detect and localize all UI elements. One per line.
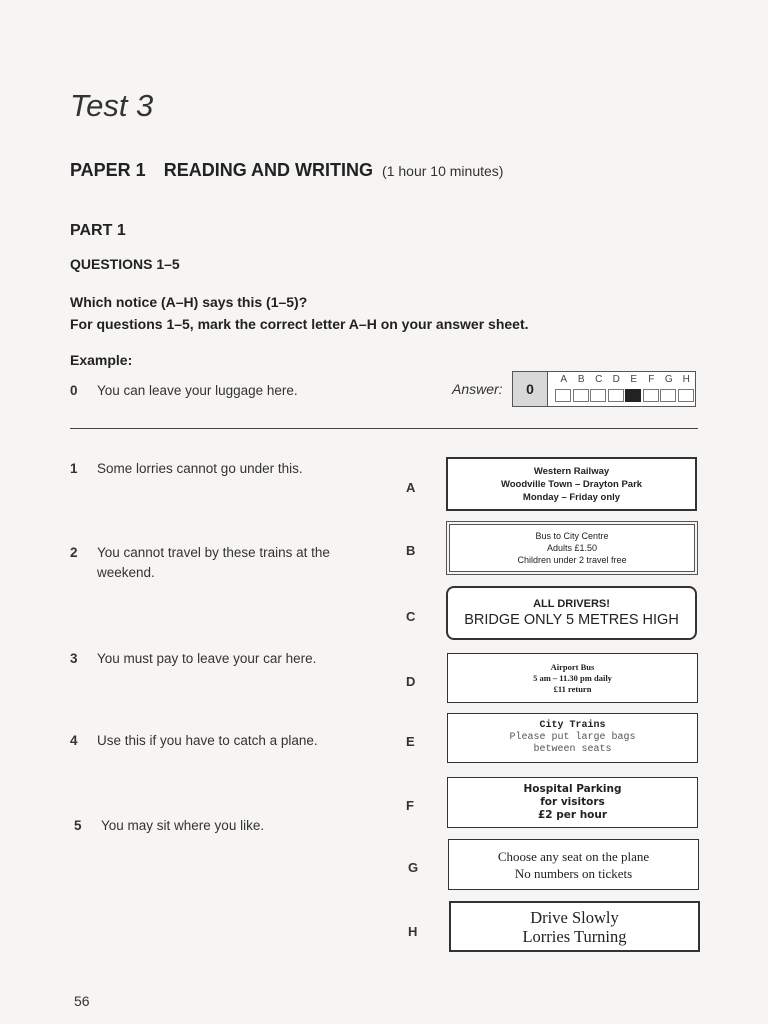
notice-b [449, 524, 695, 572]
notice-line: Monday – Friday only [522, 491, 621, 503]
answer-label: Answer: [452, 381, 503, 397]
example-text: You can leave your luggage here. [97, 383, 298, 398]
question-item [70, 649, 370, 669]
question-number: 3 [70, 651, 78, 666]
answer-letter: A [560, 374, 568, 385]
instruction-line: For questions 1–5, mark the correct letter A–H on your answer sheet. [70, 316, 529, 332]
answer-letter: E [630, 374, 638, 385]
instruction-line: Which notice (A–H) says this (1–5)? [70, 294, 308, 310]
example-question [70, 381, 410, 401]
answer-letter: H [682, 374, 690, 385]
answer-cell [643, 389, 659, 402]
page-number: 56 [74, 993, 90, 1009]
answer-letter: D [612, 374, 620, 385]
question-number: 1 [70, 461, 78, 476]
notice-d [447, 653, 698, 703]
notice-line: City Trains [539, 720, 606, 731]
answer-cell [625, 389, 641, 402]
option-letter-e: E [406, 734, 415, 749]
question-item [70, 459, 370, 479]
part-heading: PART 1 [70, 222, 126, 239]
question-item [70, 731, 370, 751]
question-number: 5 [74, 818, 82, 833]
questions-range: QUESTIONS 1–5 [70, 256, 180, 272]
notice-line: Lorries Turning [522, 926, 627, 946]
answer-cell [573, 389, 589, 402]
notice-line: Please put large bags [509, 732, 636, 743]
option-letter-c: C [406, 609, 416, 624]
question-text: Some lorries cannot go under this. [97, 461, 303, 476]
option-letter-d: D [406, 674, 416, 689]
notice-a [446, 457, 697, 511]
example-label: Example: [70, 352, 133, 368]
example-number: 0 [70, 383, 78, 398]
notice-c [446, 586, 697, 640]
paper-duration: (1 hour 10 minutes) [382, 163, 504, 179]
question-item [70, 543, 370, 583]
option-letter-h: H [408, 924, 418, 939]
question-item [74, 816, 374, 836]
option-letter-f: F [406, 798, 414, 813]
notice-line: for visitors [540, 796, 605, 808]
notice-line: Woodville Town – Drayton Park [500, 478, 643, 490]
answer-letters [555, 374, 695, 385]
option-letter-g: G [408, 860, 419, 875]
notice-line: Choose any seat on the plane [497, 848, 650, 864]
question-text: Use this if you have to catch a plane. [97, 733, 318, 748]
notice-h [449, 901, 700, 952]
paper-heading [70, 160, 503, 181]
notice-line: Children under 2 travel free [517, 555, 627, 565]
divider [70, 428, 698, 429]
answer-cell [555, 389, 571, 402]
answer-letter: F [648, 374, 655, 385]
notice-line: BRIDGE ONLY 5 METRES HIGH [464, 612, 679, 628]
notice-line: Western Railway [533, 465, 610, 477]
paper-label: PAPER 1 [70, 160, 146, 180]
question-number: 2 [70, 545, 78, 560]
notice-line: Bus to City Centre [535, 531, 609, 541]
notice-line: £2 per hour [537, 809, 608, 821]
notice-line: £11 return [553, 683, 592, 694]
answer-cell [590, 389, 606, 402]
answer-number: 0 [513, 372, 548, 406]
notice-line: ALL DRIVERS! [533, 598, 610, 610]
instructions [70, 291, 529, 335]
answer-cell [608, 389, 624, 402]
answer-cell [678, 389, 694, 402]
notice-line: No numbers on tickets [514, 865, 633, 881]
question-text: You may sit where you like. [101, 818, 265, 833]
notice-line: Airport Bus [550, 661, 595, 672]
answer-cell [660, 389, 676, 402]
example-answer-box [512, 371, 696, 407]
question-number: 4 [70, 733, 78, 748]
notice-f [447, 777, 698, 828]
notice-g [448, 839, 699, 890]
answer-letter: B [577, 374, 585, 385]
notice-line: Drive Slowly [530, 907, 619, 927]
notice-line: Hospital Parking [523, 783, 622, 795]
question-text: You cannot travel by these trains at the weekend. [97, 545, 330, 580]
question-text: You must pay to leave your car here. [97, 651, 317, 666]
answer-letter: G [664, 374, 673, 385]
answer-cells [555, 389, 695, 407]
notice-line: Adults £1.50 [546, 543, 598, 553]
answer-letter: C [595, 374, 603, 385]
paper-name: READING AND WRITING [163, 160, 374, 180]
notice-line: between seats [533, 744, 612, 755]
notice-line: 5 am – 11.30 pm daily [533, 672, 612, 683]
option-letter-b: B [406, 543, 416, 558]
option-letter-a: A [406, 480, 416, 495]
test-title: Test 3 [70, 88, 154, 123]
notice-e [447, 713, 698, 763]
